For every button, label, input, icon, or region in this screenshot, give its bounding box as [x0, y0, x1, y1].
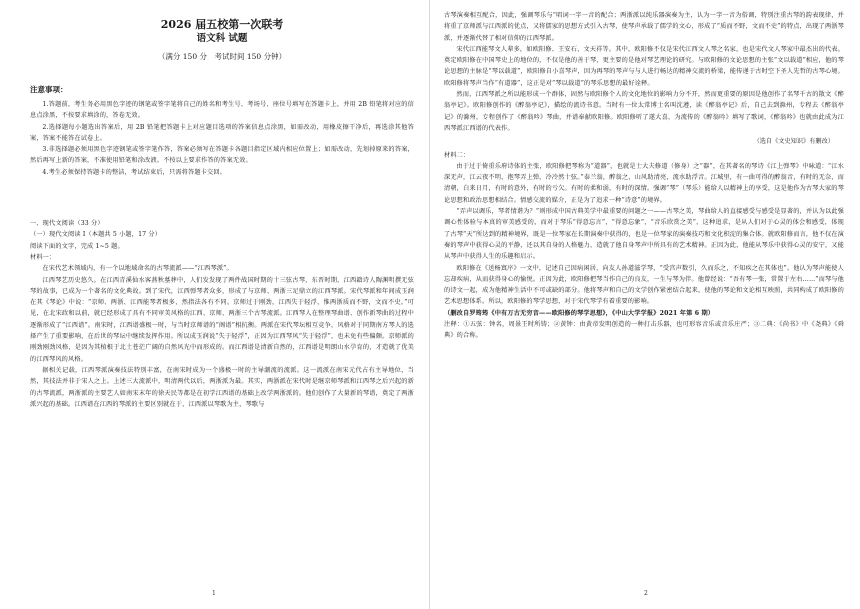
page-number: 2: [644, 590, 648, 597]
notice-item: 2.选择题每小题选出答案后，用 2B 铅笔把答题卡上对应题目选项的答案信息点涂黑，如需改动，用橡皮擦干净后，再选涂其他答案，答案不能答在试卷上。: [30, 123, 414, 142]
exam-title: 2026 届五校第一次联考: [160, 18, 284, 31]
notice-item: 3.非选择题必须用黑色字迹钢笔或签字笔作答，答案必须写在答题卡各题目指定区域内相应位置上；如需改动，先划掉原来的答案，然后再写上新的答案，不准使用铅笔和涂改液。不按以上要求作答的答案无效。: [30, 146, 414, 165]
notice-item: 1.答题前，考生务必用黑色字迹的钢笔或签字笔将自己的姓名和考生号、考场号、座位号填写在答题卡上，并用 2B 铅笔将对应的信息点涂黑，不按要求填涂的，答卷无效。: [30, 101, 414, 120]
body-paragraph: 欧阳修在《送杨寘序》一文中，记述自己因病闲居，向友人孙道滋学琴，“受宫声数引，久而乐之，不知疾之在其体也”。他认为琴声能使人忘却疾病，从而获得身心的愉悦。正因为此，欧阳修把琴当作自己的良友，一生与琴为伴。他曾经说：“吾有琴一张，常置于左右……”而琴与他的诗文一起，成为他精神生活中不可或缺的部分。他将琴声和自己的文学创作紧密结合起来，使他的琴论和文论相互映照，共同构成了欧阳修的艺术思想体系。所以，欧阳修的琴学思想，对于宋代琴学有着重要的影响。: [444, 264, 844, 306]
notice-item: 4.考生必须保持答题卡的整洁，考试结束后，只需将答题卡交回。: [42, 168, 227, 176]
instruction: 阅读下面的文字，完成 1~5 题。: [30, 242, 124, 250]
section-heading: 一、现代文阅读（33 分）: [30, 220, 104, 228]
body-paragraph: 古琴演奏相互配合，因此，强调琴乐与“唱词一字一音的配合；两浙派以纯乐器演奏为主，认为一字一音为俗调，特别注重古琴的韵表现律，并将重了京师派与江西派的优点，又将儒家的思想方式引入古琴，使琴声承载了儒学的文心，形成了“质而不野，文而不史”的特点，出现了两浙琴派，并逐渐代替了相对信仰的江西琴派。: [444, 12, 844, 42]
exam-subtitle: 语文科 试题: [196, 33, 248, 44]
body-paragraph: 宋代江西能琴文人辈多，如欧阳修、王安石、文天祥等。其中，欧阳修不仅是宋代江西文人琴之名家，也是宋代文人琴家中最杰出的代表。奠定欧阳修在中国琴史上的地位的，不仅是他的善于琴，更主要的是他对琴艺理论的研究。与欧阳修的文论思想的主张“文以载道”相应，他的琴论思想的主脉是“琴以载道”，欧阳修自小喜琴声，因为再琴的琴声与与人进行畅达的精神交流的桥梁，能传递于古时空下圣人先哲的古琴心境。欧阳修将琴声当作“有道器”，这正是对“琴以载道”的琴乐思想的最好诠释。: [444, 45, 844, 87]
notice-heading: 注意事项：: [30, 85, 68, 94]
exam-meta: （满分 150 分 考试时间 150 分钟）: [157, 52, 287, 61]
body-paragraph: 江西琴艺历史悠久。在江西青溪仙水客燕秋墓葬中，人们发发现了两件战国时期的十三弦古琴，东晋时期，江西籍诗人陶渊明撰无弦琴的故事，已成为一个著名的文化典故。到了宋代，江西弹琴者众多，形成了与京师、两浙三足鼎立的江西琴派。宋代琴派和年间成玉润在其《琴论》中说：“京师、两浙、江西能琴者极多，然指法各有不同。京师过于刚劲，江西失于轻浮，惟两浙质而不野，文而不史。”可见，在北宋政和以前，就已经形成了具有不同审美风格的江西、京师、两浙三个古琴流派。江西琴人在整理琴曲谱、创作新琴曲的过程中逐渐形成了“江西谱”。南宋时，江西谱盛极一时，与当时京师谱的“阁谱”相抗衡。两派在宋代琴坛相互竞争，风格对于同期南方琴人的选择产生了重要影响，在后世的琴坛中继续发挥作用。所以成玉润说“失于轻浮”，正因为江西琴风“失于轻浮”，也未免有些偏颇。京师派的刚劲刚劲风格，是因为其植根于北土苍茫广阔的自然风光中而形成的。而江西谱是清新自然的，江西谱是明朗山水孕育的，才造就了优美的江西琴风的风格。: [30, 276, 414, 363]
body-paragraph: 由于过于倚重乐府诗体的主张，欧阳修把琴称为“道器”，也就是士大夫修道（修身）之“器”，在其著名的琴诗《江上弹琴》中咏道：“江水深无声，江云夜不明，抱琴弄上弹，冷冷然十弦。”泰兰翁，醉翁之，山风助清亮，流水助浮音。江城里，有一曲可得的醉翁音，有时的无奈，而清朝，白来日月，有时的意外，有时的亏欠。有时的柔和弱，有时的深情。强调“琴”（琴乐）能给人以精神上的享受，这是他作为古琴大家的琴论思想和政治思想相结合。情感交流的媒介，正是为了追求一种“诗意”的境界。: [444, 162, 844, 204]
footnote: 注释：①五弦：钟名，周景王时所铸；②黄钟：由黄帝发明创造的一种打击乐器，也可形容音乐或音乐庄严；③二典：《尚书》中《尧典》《舜典》的合称。: [444, 321, 844, 340]
body-paragraph: “弄声以调乐，琴者情谐为？”则形成中国古典美学中最重要的问题之一——古琴之美，琴曲给人的直接感受与感受是显著的，并认为以此强调心性体验与本真的审美感受的，而对于琴乐“得意忘言”，“得意忘象”，“音乐欣赏之美”，这种追求，是从人们对于心灵的体会和感受，体现了古琴“天”所达到的精神境界，既是一位琴家在长期演奏中获得的，也是一位琴家的演奏技巧和文化积淀的集合体。就欧阳修而言，他不仅在演奏的琴声中获得心灵的平静，还以其自身的人格魅力，造就了他自身琴声中所具有的艺术精神。正因为此，他能从琴乐中获得心灵的安宁，又能从琴声中获得人生的乐趣和启示。: [444, 208, 844, 261]
body-paragraph: 在宋代艺术领域内，有一个以地域命名的古琴流派——“江西琴派”。: [42, 265, 233, 273]
body-paragraph: 据相关记载，江西琴派演奏技法特别丰富，在南宋时成为一个盛极一时的主导潮流的流派。这一流派在南宋元代占有主导地位，当然，其技法并非于宋人之上。上述三大流派中，明清两代以后，两浙派为最。其实，两浙派在宋代时是继京师琴派和江西琴之后兴起的新的古琴流派，两浙派的主要艺人如南宋末年的徐天民等都是在初学江西谱的基础上改学两浙派的。他们创作了大量新的琴谱，奠定了两浙派兴起的基础。江西谱在江西的琴派的主要区别就在于，江西派以琴歌为主，琴歌与: [30, 366, 414, 408]
source-note: （选自《文史知识》有删改）: [753, 138, 834, 146]
body-paragraph: 然而，江西琴派之所以能形成一个群体，固然与欧阳修个人的文化地位的影响力分不开，然而更重要的原因是他创作了名琴千古的散文《醉翁亭记》。欧阳修创作的《醉翁亭记》，描绘的流诗书意。当时有一位太常博士名叫沈遵，读《醉翁亭记》后，自己去到滁州，专程去《醉翁亭记》的滁州，专程创作了《醉翁吟》琴曲，并谱奉献欧阳修。欧阳修听了遂大喜，为流传的《醉翁吟》填写了歌词，《醉翁吟》也就由此成为江西琴派江西谱的代表作。: [444, 91, 844, 132]
exam-page-2: [430, 0, 860, 609]
material-label: 材料二：: [444, 151, 470, 159]
material-label: 材料一：: [30, 253, 56, 261]
notice-block: [30, 84, 414, 178]
source-note: （删改自罗筠筠《中有万古无穷音——欧阳修的琴学思想》，《中山大学学报》2021 年第 6 期）: [444, 309, 715, 317]
page-number: 1: [212, 590, 216, 597]
subsection-heading: （一）现代文阅读 I（本题共 5 小题，17 分）: [30, 231, 162, 239]
